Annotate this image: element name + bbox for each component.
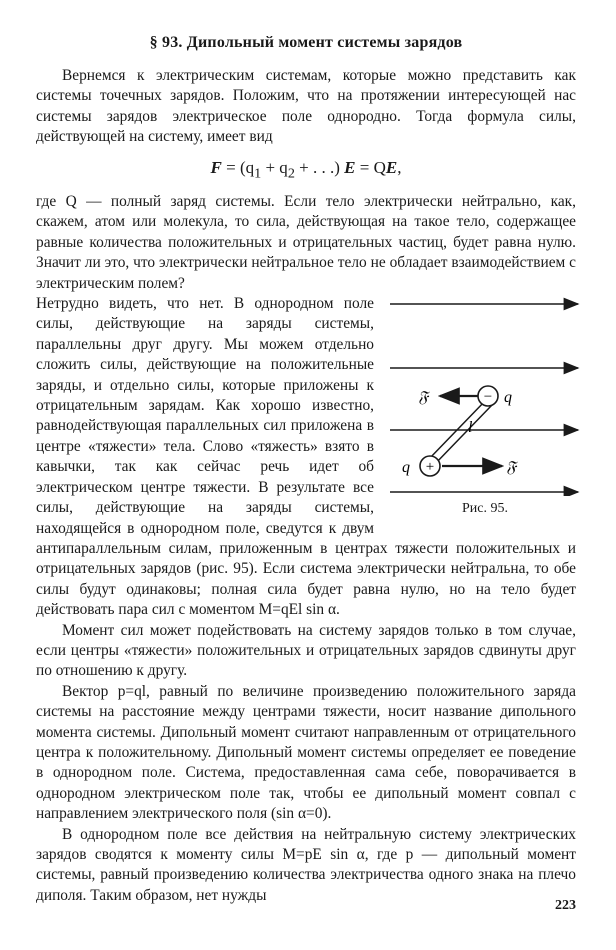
figure-95 xyxy=(386,296,584,528)
formula-E2: E xyxy=(385,157,398,177)
figure-caption: Рис. 95. xyxy=(462,501,508,517)
formula-sub1: 1 xyxy=(254,165,262,182)
arm-label: l xyxy=(468,419,473,437)
paragraph-4: Вектор p=ql, равный по величине произведению положительного заряда системы на расстояние между центрами тяжести, носит название дипольного момента системы. Дипольный момент считают направленным от отрицательного центра к положительному. Дипольный момент системы определяет ее поведение в однородном поле. Система, предоставленная сама себе, поворачивается в однородном электрическом поле так, чтобы ее дипольный момент совпал с направлением электрического поля (sin α=0). xyxy=(36,682,576,823)
force-label-bottom: 𝔉 xyxy=(506,457,517,477)
force-formula xyxy=(36,158,576,182)
force-label-top: 𝔉 xyxy=(418,387,429,407)
paragraph-2b: Нетрудно видеть, что нет. В однородном поле силы, действующие на заряды системы, параллельны друг другу. Мы можем отдельно сложить силы, действующие на положительные заряды, и отдельно силы, которые приложены к отрицательным зарядам. Как хорошо известно, равнодействующая параллельных сил приложена в центре «тяжести» тела. Слово «тяжесть» взято в кавычки, так как сейчас речь идет об электрическом центре тяжести. В результате все силы, действующие на заряды системы, находящейся в однородном поле, сведутся к двум антипараллельным силам, приложенным в центрах тяжести положительных и отрицательных зарядов (рис. 95). Если система электрически нейтральна, то обе силы будут одинаковы; полная сила будет равна нулю, но на тело будет действовать пара сил с моментом M=qEl sin α. xyxy=(36,295,576,619)
charge-label-top: q xyxy=(504,389,512,407)
paragraph-2a: где Q — полный заряд системы. Если тело электрически нейтрально, как, скажем, атом или молекула, то сила, действующая на такое тело, содержащее равные количества положительных и отрицательных частиц, будет равна нулю. Значит ли это, что электрически нейтральное тело не обладает взаимодействием с электрическим полем? xyxy=(36,193,576,292)
formula-F: F xyxy=(210,157,222,177)
dipole-diagram xyxy=(386,296,584,496)
formula-plus: + q xyxy=(261,157,288,177)
plus-sign: + xyxy=(425,459,435,476)
paragraph-5: В однородном поле все действия на нейтральную систему электрических зарядов сводятся к моменту силы M=pE sin α, где p — дипольный момент системы, равный произведению количества электричества одного знака на плечо диполя. Таким образом, нет нужды xyxy=(36,825,576,904)
dipole-arm-right xyxy=(434,405,492,465)
section-title: § 93. Дипольный момент системы зарядов xyxy=(149,34,463,51)
paragraph-3: Момент сил может подействовать на систему зарядов только в том случае, если центры «тяжести» положительных и отрицательных зарядов сдвинуты друг по отношению к другу. xyxy=(36,621,576,680)
book-page xyxy=(36,30,576,906)
formula-eq: = Q xyxy=(355,157,386,177)
paragraph-1: Вернемся к электрическим системам, которые можно представить как системы точечных зарядов. Положим, что на протяжении интересующей нас системы зарядов электрическое поле однородно. Тогда формула силы, действующей на систему, имеет вид xyxy=(36,67,576,146)
charge-label-bottom: q xyxy=(402,459,410,477)
formula-rest: + . . .) xyxy=(294,157,345,177)
formula-middle: = (q xyxy=(221,157,255,177)
formula-E: E xyxy=(344,157,356,177)
formula-sub2: 2 xyxy=(287,165,295,182)
formula-comma: , xyxy=(397,157,402,177)
minus-sign: − xyxy=(483,389,493,406)
page-number: 223 xyxy=(555,898,576,913)
